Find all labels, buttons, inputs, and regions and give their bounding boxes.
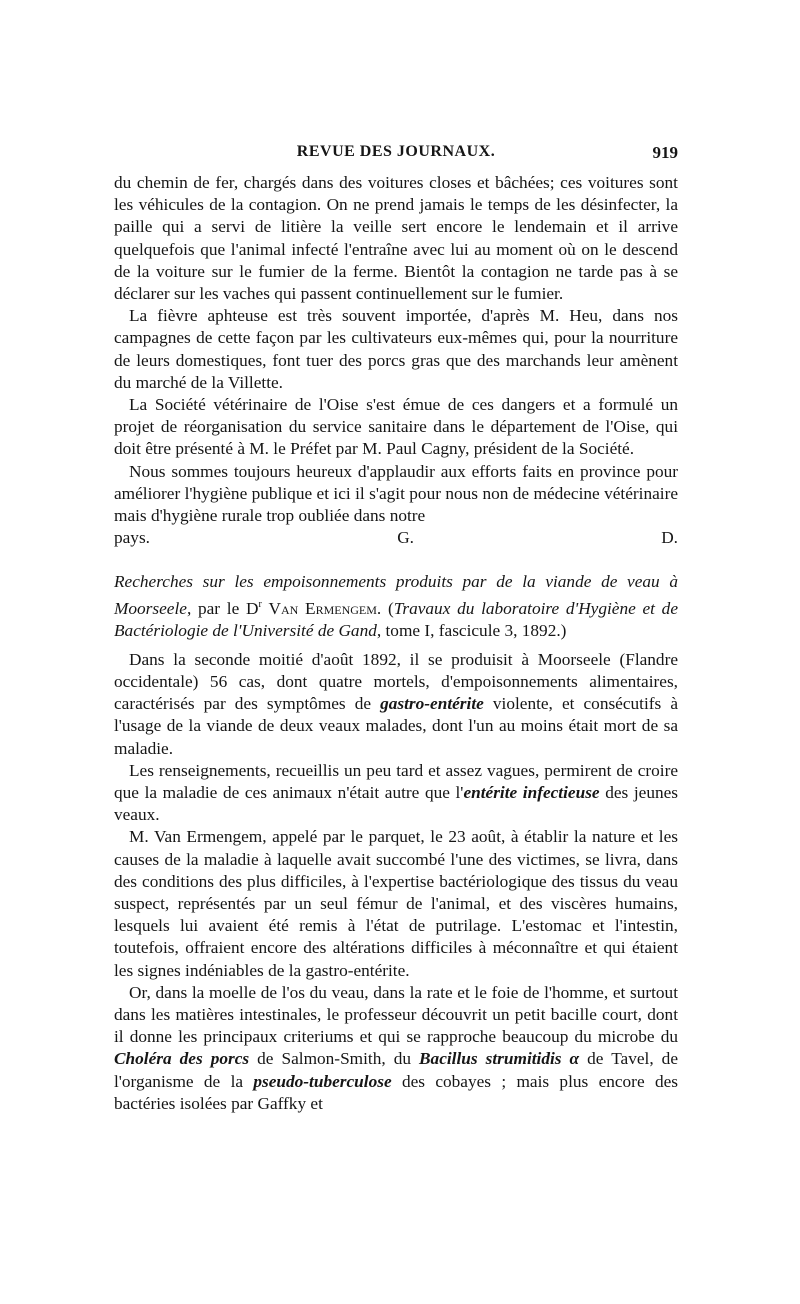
paragraph-bacille [114, 982, 678, 1115]
paragraph-societe-veterinaire: La Société vétérinaire de l'Oise s'est émue de ces dangers et a formulé un projet de réorganisation du service sanitaire dans le département de l'Oise, qui doit être présenté à M. le Préfet par M. Paul Cagny, président de la Société. [114, 395, 678, 459]
paragraph-continuation: du chemin de fer, chargés dans des voitures closes et bâchées; ces voitures sont les véhicules de la contagion. On ne prend jamais le temps de les désinfecter, la paille qui a servi de litière la veille sert encore le lendemain et il arrive quelquefois que l'animal infecté l'entraîne avec lui au moment où on le descend de la voiture sur le fumier de la ferme. Bientôt la contagion ne tarde pas à se déclarer sur les vaches qui passent continuellement sur le fumier. [114, 173, 678, 304]
emphasis-bacillus-strumitidis: Bacillus strumitidis α [419, 1049, 580, 1069]
emphasis-cholera-des-porcs: Choléra des porcs [114, 1049, 250, 1069]
bacille-text-a: Or, dans la moelle de l'os du veau, dans la rate et le foie de l'homme, et surtout dans les matières intestinales, le professeur découvrit un petit bacille court, dont il donne les principaux criteriums et qui se rapproche beaucoup du microbe du [114, 982, 678, 1047]
author-signature: G. D. [397, 528, 678, 548]
reference-by: , par le D [186, 598, 259, 618]
reference-tail: , tome I, fascicule 3, 1892.) [376, 620, 567, 640]
moorseele-text: Dans la seconde moitié d'août 1892, il se produisit à Moorseele (Flandre occidentale) 56 cas, dont quatre mortels, d'empoisonnements alimentaires, caractérisés par des symptômes de [114, 649, 678, 714]
renseignements-tail: des jeunes veaux. [114, 783, 679, 825]
conclusion-text: Nous sommes toujours heureux d'applaudir aux efforts faits en province pour améliorer l'hygiène publique et ici il s'agit pour nous non de médecine vétérinaire mais d'hygiène rurale trop oubliée dans notre [114, 461, 678, 526]
page-number: 919 [652, 143, 678, 162]
paragraph-conclusion [114, 461, 678, 528]
bacille-text-b: de Salmon-Smith, du [249, 1049, 420, 1069]
paragraph-moorseele [114, 649, 678, 760]
article-title: Recherches sur les empoisonnements produits par de la viande de veau à Moorseele [114, 572, 678, 618]
signature-line [114, 527, 678, 549]
bacille-text-c: de Tavel, de l'organisme de la [114, 1049, 678, 1091]
emphasis-gastro-enterite: gastro-entérite [380, 694, 484, 714]
body-text [114, 172, 678, 1115]
emphasis-enterite-infectieuse: entérite infectieuse [463, 783, 600, 803]
reference-gap [114, 642, 678, 649]
paragraph-fievre-aphteuse: La fièvre aphteuse est très souvent importée, d'après M. Heu, dans nos campagnes de cette façon par les cultivateurs eux-mêmes qui, pour la nourriture de leurs domestiques, font tuer des porcs gras que des marchands leur amènent du marché de la Villette. [114, 306, 678, 392]
article-reference [114, 571, 678, 641]
emphasis-pseudo-tuberculose: pseudo-tuberculose [253, 1071, 392, 1091]
reference-paren: . ( [376, 598, 394, 618]
paragraph-renseignements [114, 760, 678, 827]
reference-journal: Travaux du laboratoire d'Hygiène et de Bactériologie de l'Université de Gand [114, 598, 678, 640]
bacille-text-d: des cobayes ; mais plus encore des bactéries isolées par Gaffky et [114, 1071, 678, 1113]
running-title: REVUE DES JOURNAUX. [296, 143, 496, 160]
section-divider-space [114, 549, 678, 571]
running-head [114, 143, 678, 165]
reference-author: Van Ermengem [268, 598, 377, 618]
doctor-superscript: r [258, 598, 262, 610]
paragraph-expertise: M. Van Ermengem, appelé par le parquet, le 23 août, à établir la nature et les causes de la maladie à laquelle avait succombé l'une des victimes, se livra, dans des conditions des plus difficiles, à l'expertise bactériologique des tissus du veau suspect, représentés par un seul fémur de l'animal, et des viscères humains, lesquels lui avaient été remis à l'état de putrilage. L'estomac et l'intestin, toutefois, offraient encore des altérations difficiles à méconnaître et qui étaient les signes indéniables de la gastro-entérite. [114, 827, 678, 980]
moorseele-tail: violente, et consécutifs à l'usage de la viande de deux veaux malades, dont l'un au moins était mort de sa maladie. [114, 694, 678, 758]
renseignements-text: Les renseignements, recueillis un peu tard et assez vagues, permirent de croire que la maladie de ces animaux n'était autre que l' [114, 760, 678, 803]
conclusion-last-word: pays. [114, 528, 150, 548]
